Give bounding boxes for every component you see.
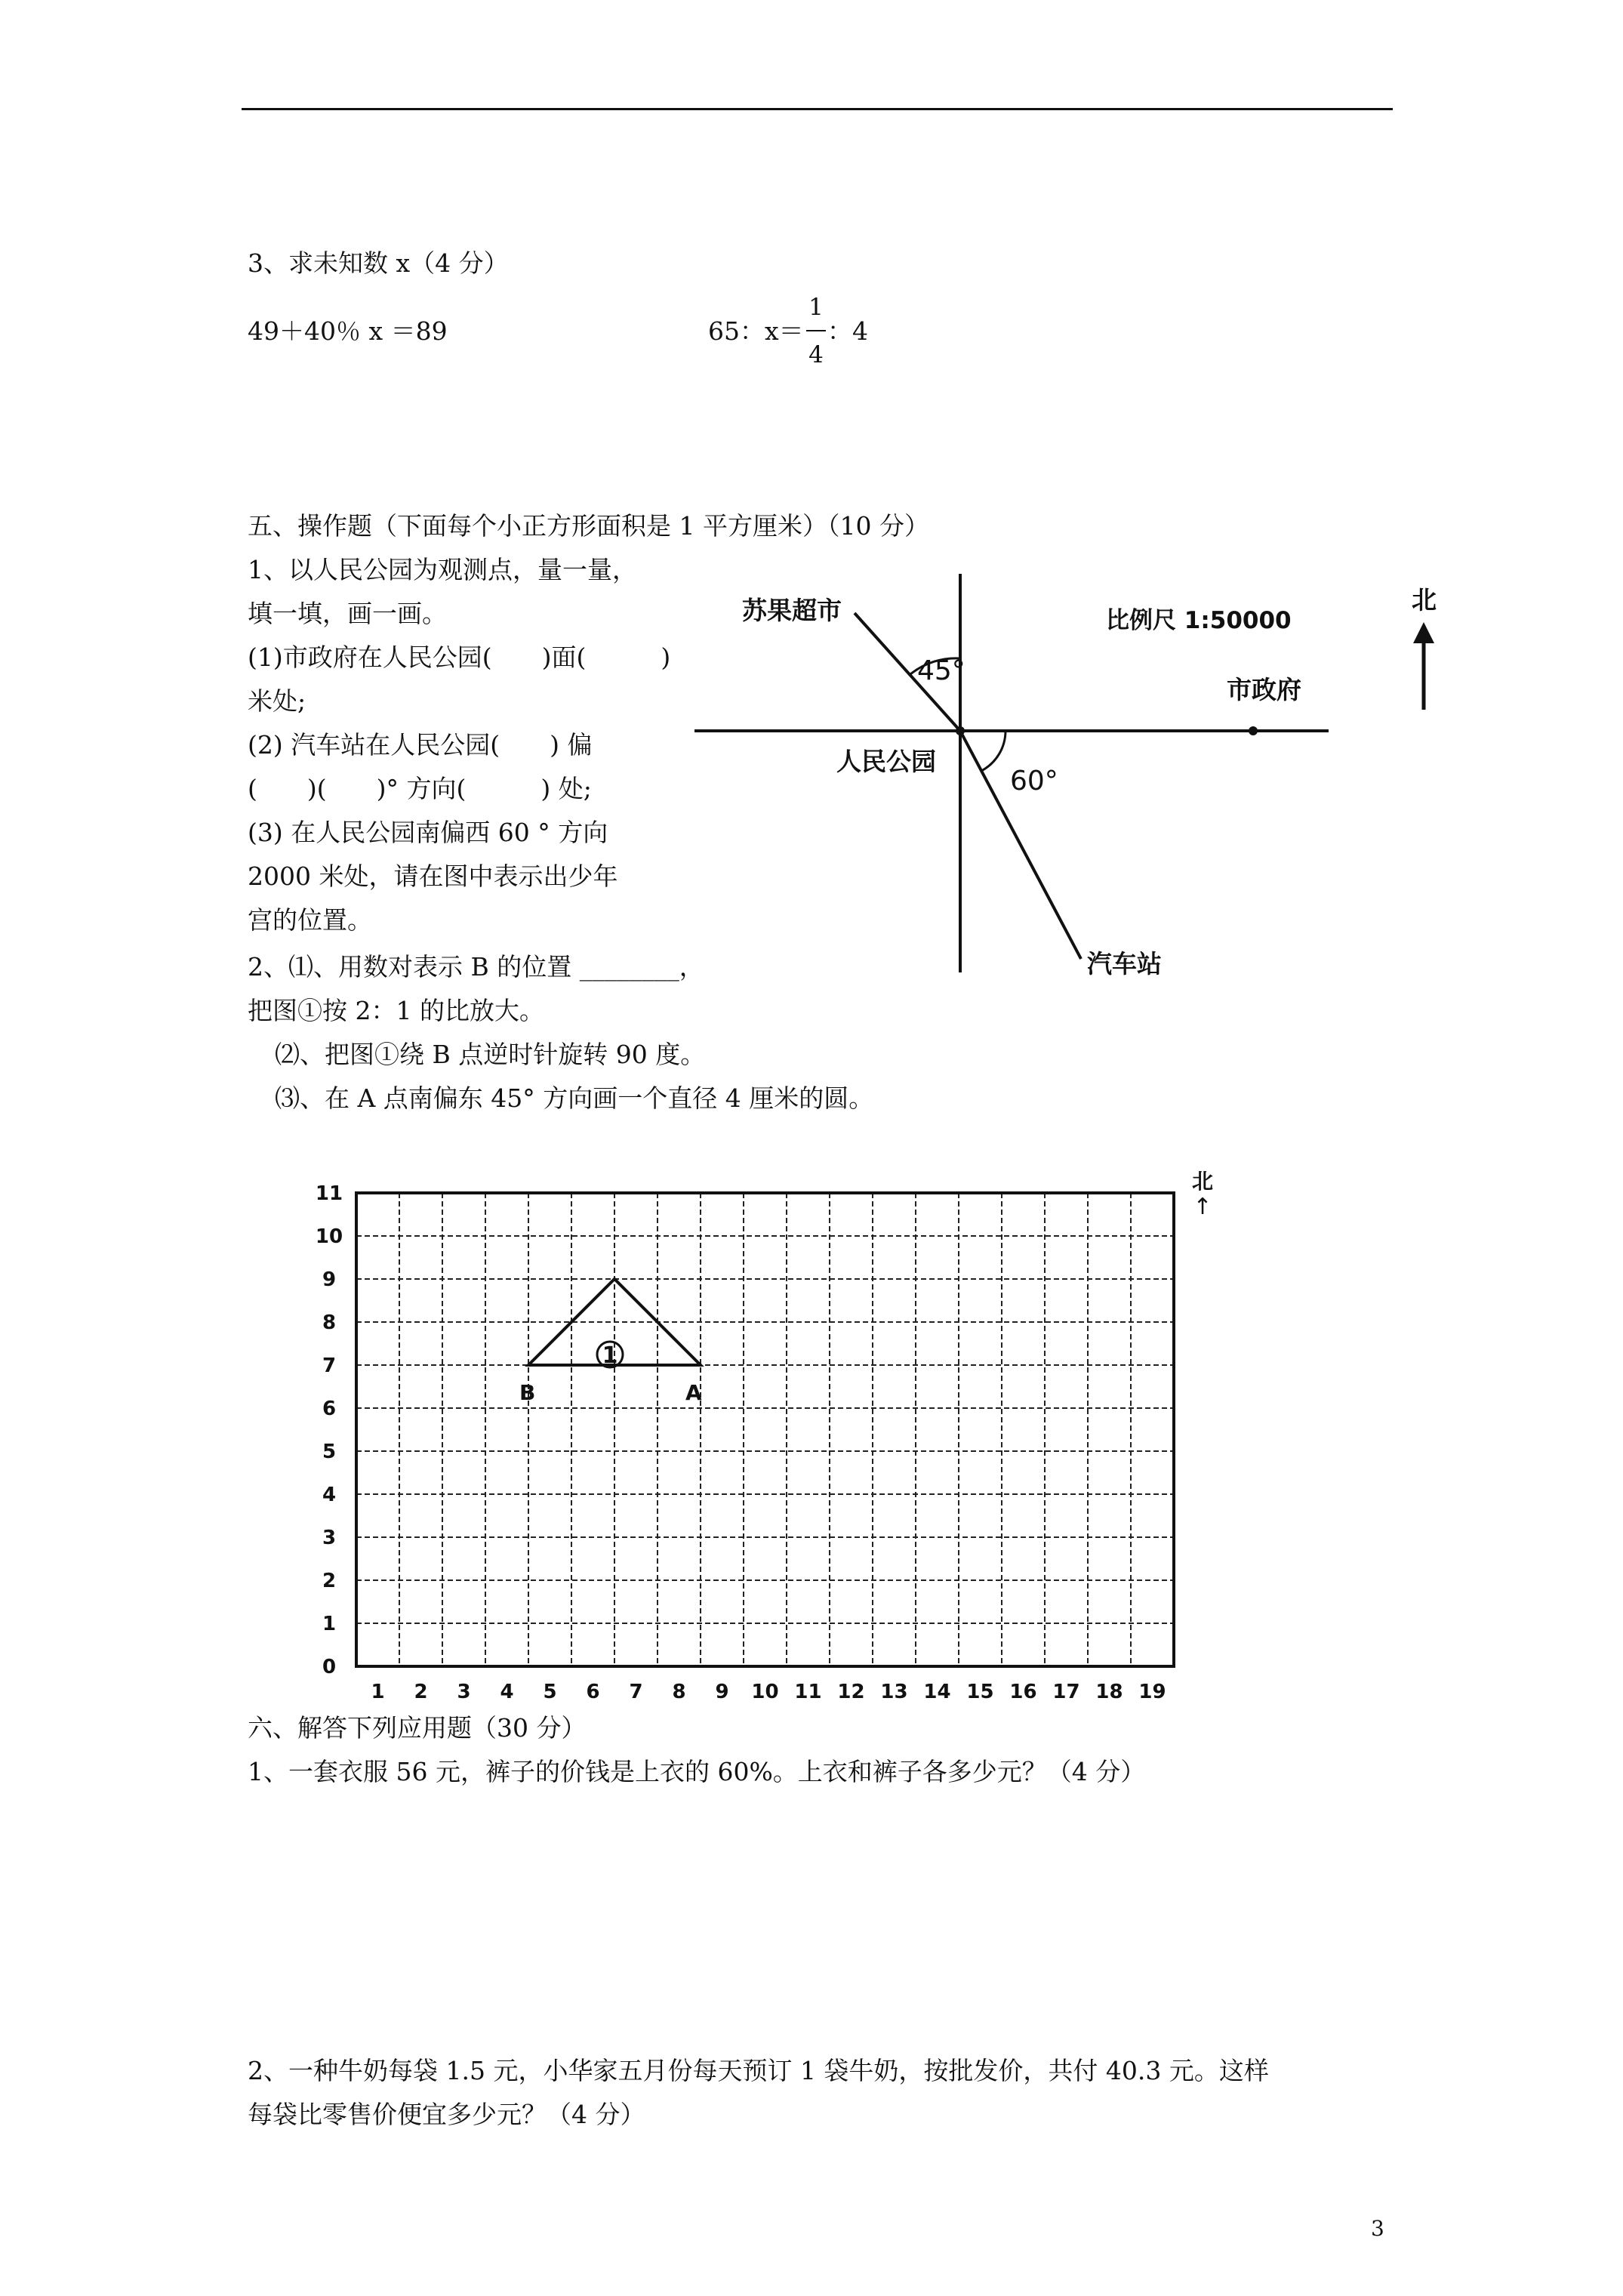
x-tick-label: 5 xyxy=(543,1681,557,1703)
problem1-line-3: (1)市政府在人民公园( )面( ) xyxy=(248,643,671,672)
q3-equation-2-prefix: 65：x＝ xyxy=(708,316,804,346)
q3-equation-2-suffix: ：4 xyxy=(827,316,868,346)
map-label-park: 人民公园 xyxy=(836,747,936,776)
x-tick-label: 15 xyxy=(966,1681,994,1703)
problem2-line-1: 2、⑴、用数对表示 B 的位置 ________， xyxy=(248,952,704,982)
map-label-scale: 比例尺 1:50000 xyxy=(1106,607,1292,634)
grid-north-arrow-icon: ↑ xyxy=(1193,1194,1212,1220)
y-tick-label: 7 xyxy=(322,1354,337,1377)
problem1-line-1: 1、以人民公园为观测点，量一量， xyxy=(248,555,637,584)
y-tick-label: 10 xyxy=(315,1225,343,1248)
y-tick-label: 6 xyxy=(322,1398,337,1420)
problem1-line-5: (2) 汽车站在人民公园( ) 偏 xyxy=(248,730,593,760)
map-label-supermarket: 苏果超市 xyxy=(742,596,842,625)
section6-question-2-line-1: 2、一种牛奶每袋 1.5 元，小华家五月份每天预订 1 袋牛奶，按批发价，共付 40.3 元。这样 xyxy=(248,2056,1269,2085)
x-tick-label: 6 xyxy=(586,1681,600,1703)
x-tick-label: 13 xyxy=(880,1681,908,1703)
y-tick-label: 0 xyxy=(322,1656,337,1678)
problem2-line-2: 把图①按 2：1 的比放大。 xyxy=(248,996,544,1025)
y-tick-label: 1 xyxy=(322,1613,337,1635)
y-tick-label: 3 xyxy=(322,1527,337,1549)
problem1-line-7: (3) 在人民公园南偏西 60 ° 方向 xyxy=(248,818,608,847)
section6-question-1: 1、一套衣服 56 元，裤子的价钱是上衣的 60%。上衣和裤子各多少元？（4 分） xyxy=(248,1757,1146,1786)
x-tick-label: 16 xyxy=(1009,1681,1037,1703)
header-rule xyxy=(242,108,1393,110)
figure-1-label: 1 xyxy=(602,1342,618,1369)
section5-title: 五、操作题（下面每个小正方形面积是 1 平方厘米）（10 分） xyxy=(248,511,929,541)
grid-border xyxy=(356,1193,1174,1666)
x-tick-label: 1 xyxy=(371,1681,385,1703)
problem1-line-6: ( )( )° 方向( ) 处; xyxy=(248,774,592,803)
problem1-line-8: 2000 米处，请在图中表示出少年 xyxy=(248,861,618,891)
map-angle-60-arc xyxy=(981,731,1006,771)
y-tick-label: 5 xyxy=(322,1441,337,1463)
q3-fraction-bar xyxy=(806,330,826,331)
x-tick-label: 3 xyxy=(457,1681,471,1703)
problem1-line-4: 米处; xyxy=(248,686,306,716)
x-tick-label: 18 xyxy=(1095,1681,1123,1703)
q3-equation-1: 49＋40％ x ＝89 xyxy=(248,316,448,346)
y-tick-label: 8 xyxy=(322,1311,337,1334)
problem1-line-2: 填一填，画一画。 xyxy=(248,599,447,628)
x-tick-label: 8 xyxy=(672,1681,686,1703)
coordinate-grid xyxy=(302,1163,1253,1706)
x-tick-label: 2 xyxy=(414,1681,428,1703)
x-tick-label: 19 xyxy=(1138,1681,1166,1703)
map-label-60: 60° xyxy=(1010,766,1058,797)
north-arrow-head xyxy=(1413,622,1434,643)
problem1-line-9: 宫的位置。 xyxy=(248,905,372,935)
x-tick-label: 10 xyxy=(751,1681,779,1703)
direction-map xyxy=(679,559,1510,982)
q3-fraction-numerator: 1 xyxy=(808,294,824,321)
problem2-line-4: ⑶、在 A 点南偏东 45° 方向画一个直径 4 厘米的圆。 xyxy=(275,1083,874,1113)
x-tick-label: 4 xyxy=(500,1681,514,1703)
page-number: 3 xyxy=(1371,2216,1384,2241)
map-label-north: 北 xyxy=(1412,585,1437,615)
x-tick-label: 7 xyxy=(629,1681,643,1703)
x-tick-label: 14 xyxy=(923,1681,951,1703)
x-tick-label: 9 xyxy=(715,1681,729,1703)
y-tick-label: 9 xyxy=(322,1268,337,1291)
point-a-label: A xyxy=(685,1380,702,1405)
section6-question-2-line-2: 每袋比零售价便宜多少元？（4 分） xyxy=(248,2100,645,2129)
point-b-label: B xyxy=(519,1380,536,1405)
q3-fraction-denominator: 4 xyxy=(808,341,824,368)
map-label-45: 45° xyxy=(917,655,965,686)
y-tick-label: 2 xyxy=(322,1570,337,1592)
map-label-bus: 汽车站 xyxy=(1087,949,1162,978)
grid-north-label: 北 xyxy=(1191,1169,1214,1194)
y-tick-label: 4 xyxy=(322,1484,337,1506)
map-label-govt: 市政府 xyxy=(1227,675,1301,704)
section6-title: 六、解答下列应用题（30 分） xyxy=(248,1713,587,1743)
x-tick-label: 17 xyxy=(1052,1681,1080,1703)
park-point xyxy=(956,726,965,735)
q3-title: 3、求未知数 x（4 分） xyxy=(248,248,509,278)
y-tick-label: 11 xyxy=(315,1182,343,1205)
x-tick-label: 11 xyxy=(794,1681,822,1703)
govt-point xyxy=(1249,726,1258,735)
problem2-line-3: ⑵、把图①绕 B 点逆时针旋转 90 度。 xyxy=(275,1040,706,1069)
x-tick-label: 12 xyxy=(837,1681,865,1703)
